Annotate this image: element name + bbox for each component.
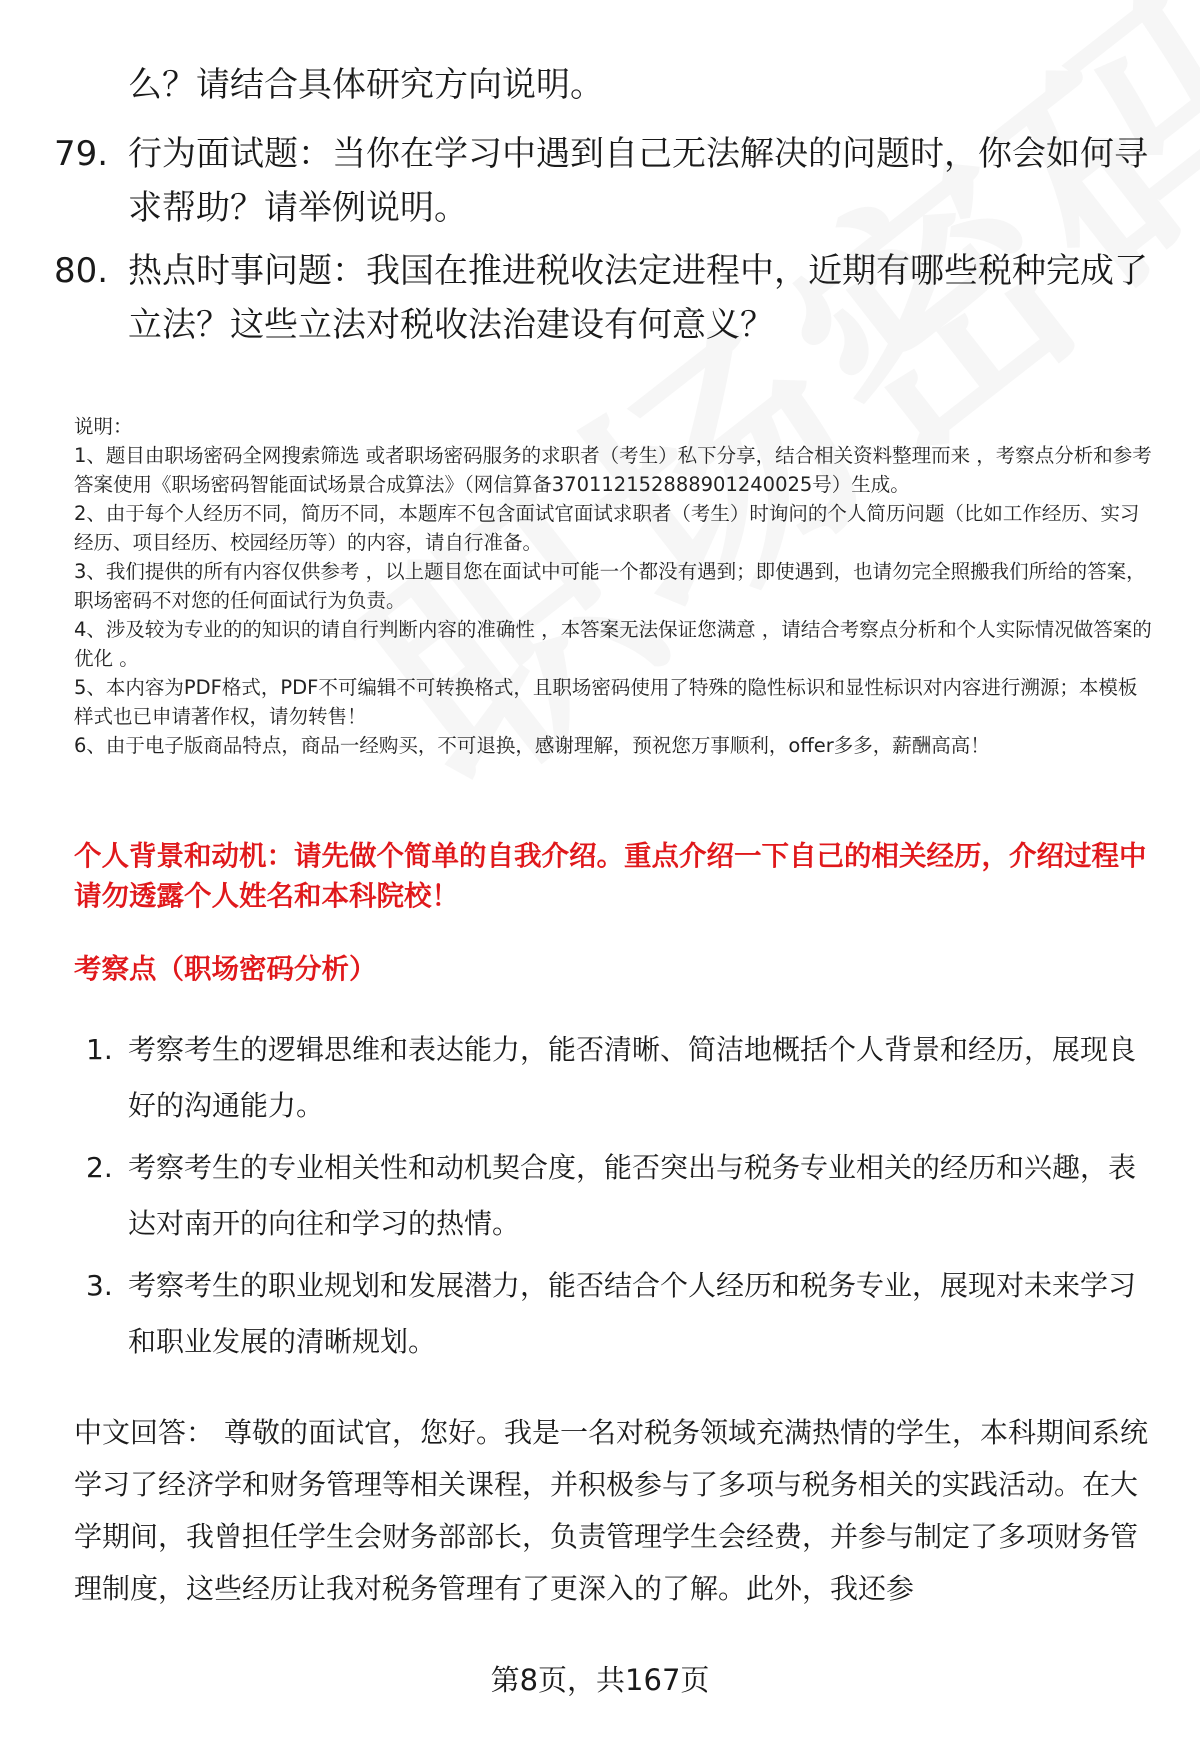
- answer-text: 尊敬的面试官，您好。我是一名对税务领域充满热情的学生，本科期间系统学习了经济学和财务管理等相关课程，并积极参与了多项与税务相关的实践活动。在大学期间，我曾担任学生会财务部部长，负责管理学生会经费，并参与制定了多项财务管理制度，这些经历让我对税务管理有了更深入的了解。此外，我还参: [74, 1416, 1149, 1605]
- note-item: 5、本内容为PDF格式，PDF不可编辑不可转换格式，且职场密码使用了特殊的隐性标识和显性标识对内容进行溯源；本模板样式也已申请著作权，请勿转售！: [74, 676, 1138, 728]
- point-number: 2.: [86, 1151, 113, 1184]
- analysis-point: [80, 1140, 1150, 1252]
- point-text: 考察考生的专业相关性和动机契合度，能否突出与税务专业相关的经历和兴趣，表达对南开的向往和学习的热情。: [128, 1151, 1137, 1240]
- disclaimer-notes: [74, 412, 1156, 760]
- answer-section: [0, 1407, 1200, 1643]
- analysis-heading: 考察点（职场密码分析）: [74, 953, 377, 985]
- notes-title: 说明：: [74, 415, 133, 438]
- analysis-point: [80, 1258, 1150, 1370]
- answer-label: 中文回答：: [74, 1416, 215, 1449]
- question-79: [54, 127, 1154, 235]
- question-number: 80.: [54, 251, 109, 291]
- analysis-points: [80, 1022, 1150, 1376]
- note-item: 6、由于电子版商品特点，商品一经购买，不可退换，感谢理解，预祝您万事顺利，offer多多，薪酬高高！: [74, 734, 990, 757]
- analysis-point: [80, 1022, 1150, 1134]
- note-item: 1、题目由职场密码全网搜索筛选 或者职场密码服务的求职者（考生）私下分享，结合相关资料整理而来 ，考察点分析和参考答案使用《职场密码智能面试场景合成算法》（网信算备370112152888901240025号）生成。: [74, 444, 1152, 496]
- note-item: 3、我们提供的所有内容仅供参考 ，以上题目您在面试中可能一个都没有遇到；即使遇到，也请勿完全照搬我们所给的答案，职场密码不对您的任何面试行为负责。: [74, 560, 1146, 612]
- note-item: 4、涉及较为专业的的知识的请自行判断内容的准确性 ，本答案无法保证您满意 ，请结合考察点分析和个人实际情况做答案的优化 。: [74, 618, 1152, 670]
- point-number: 1.: [86, 1033, 113, 1066]
- question-text: 热点时事问题：我国在推进税收法定进程中，近期有哪些税种完成了立法？这些立法对税收法治建设有何意义？: [128, 251, 1148, 345]
- page-footer: 第8页，共167页: [490, 1663, 710, 1697]
- note-item: 2、由于每个人经历不同，简历不同，本题库不包含面试官面试求职者（考生）时询问的个人简历问题（比如工作经历、实习经历、项目经历、校园经历等）的内容，请自行准备。: [74, 502, 1140, 554]
- previous-question-continuation: 么？请结合具体研究方向说明。: [128, 65, 604, 105]
- point-number: 3.: [86, 1269, 113, 1302]
- point-text: 考察考生的职业规划和发展潜力，能否结合个人经历和税务专业，展现对未来学习和职业发展的清晰规划。: [128, 1269, 1137, 1358]
- question-text: 行为面试题：当你在学习中遇到自己无法解决的问题时，你会如何寻求帮助？请举例说明。: [128, 134, 1148, 228]
- question-number: 79.: [54, 134, 109, 174]
- answer-paragraph: [74, 1407, 1154, 1615]
- point-text: 考察考生的逻辑思维和表达能力，能否清晰、简洁地概括个人背景和经历，展现良好的沟通能力。: [128, 1033, 1137, 1122]
- question-80: [54, 244, 1154, 352]
- section-heading: 个人背景和动机：请先做个简单的自我介绍。重点介绍一下自己的相关经历，介绍过程中请勿透露个人姓名和本科院校！: [74, 840, 1147, 912]
